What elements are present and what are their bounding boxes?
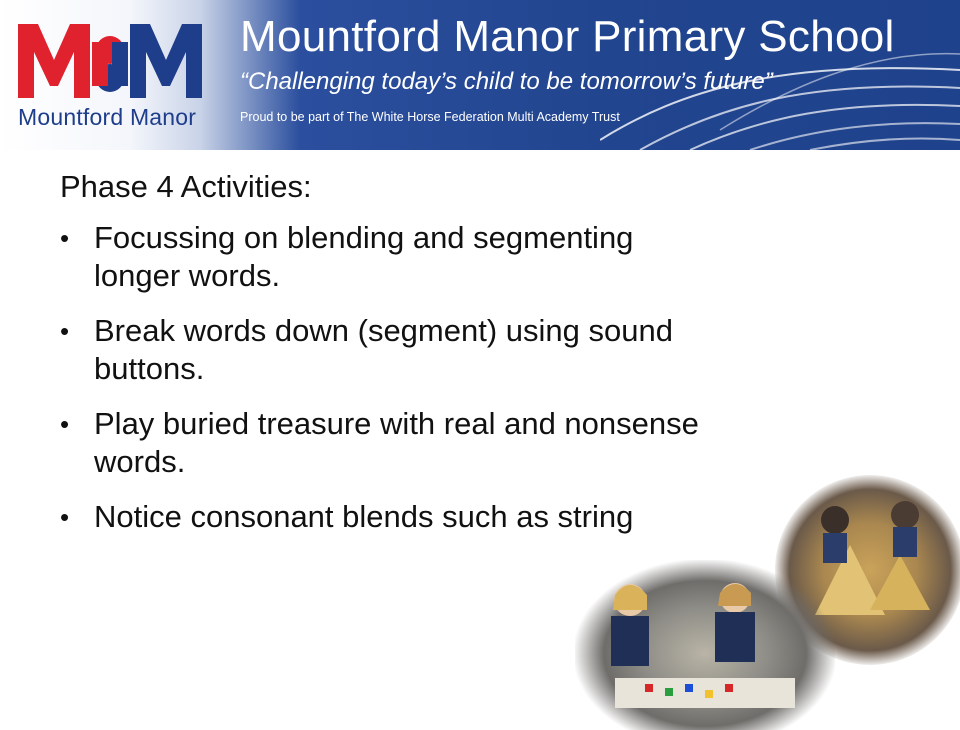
- slide-heading: Phase 4 Activities:: [60, 169, 312, 204]
- list-item-text: Break words down (segment) using sound buttons.: [94, 313, 673, 387]
- list-item-text: Focussing on blending and segmenting longer words.: [94, 220, 634, 294]
- activity-list: [60, 219, 720, 536]
- bullet-icon: •: [60, 223, 70, 254]
- slide-content: [60, 168, 720, 553]
- list-item: [60, 405, 720, 481]
- list-item: [60, 312, 720, 388]
- counting-photo: [575, 560, 835, 730]
- list-item: [60, 219, 720, 295]
- wave-lines-icon: [600, 50, 960, 150]
- list-item-text: Notice consonant blends such as string: [94, 499, 634, 535]
- mm-logo-icon: [18, 20, 218, 100]
- trust-line: Proud to be part of The White Horse Federation Multi Academy Trust: [240, 110, 620, 124]
- school-logo: [10, 18, 225, 136]
- bullet-icon: •: [60, 316, 70, 347]
- list-item: [60, 498, 720, 536]
- bullet-icon: •: [60, 409, 70, 440]
- children-icon: [575, 560, 835, 730]
- school-motto: “Challenging today’s child to be tomorrow’s future”: [240, 68, 773, 95]
- list-item-text: Play buried treasure with real and nonsense words.: [94, 406, 699, 480]
- school-title: Mountford Manor Primary School: [240, 12, 895, 61]
- school-banner: [0, 0, 960, 150]
- logo-name: Mountford Manor: [18, 104, 197, 130]
- bullet-icon: •: [60, 502, 70, 533]
